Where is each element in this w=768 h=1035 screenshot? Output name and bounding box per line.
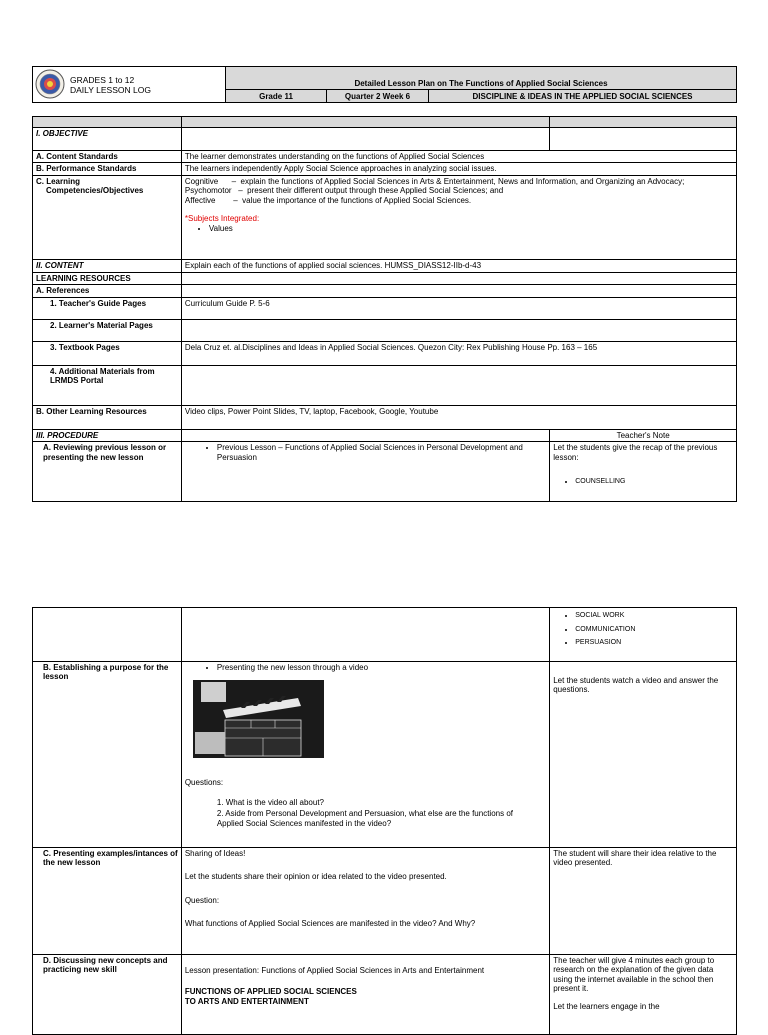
new-lesson-bullet: • Presenting the new lesson through a video — [217, 663, 546, 672]
discussing-concepts-label: D. Discussing new concepts and practicing new skill — [33, 955, 182, 1035]
performance-standards-label: B. Performance Standards — [33, 163, 182, 175]
psychomotor-objective: Psychomotor – present their different output through these Applied Social Sciences; and — [184, 186, 504, 196]
presenting-examples-content — [181, 848, 549, 955]
counselling-item: • COUNSELLING — [575, 478, 733, 486]
establishing-purpose-label: B. Establishing a purpose for the lesson — [33, 662, 182, 848]
learners-material-label: 2. Learner's Material Pages — [33, 319, 182, 341]
competencies-label-line1: C. Learning — [36, 176, 81, 186]
reviewing-note-text: Let the students give the recap of the previous lesson: — [553, 443, 718, 462]
reviewing-previous-lesson-label: A. Reviewing previous lesson or presenting the new lesson — [33, 442, 182, 502]
grades-label: GRADES 1 to 12 — [70, 74, 135, 85]
presenting-examples-note: The student will share their idea relative to the video presented. — [550, 848, 737, 955]
lesson-table-2 — [32, 607, 737, 1035]
research-note: The teacher will give 4 minutes each group to research on the explanation of the given data using the internet available in the school then present it. — [553, 956, 715, 994]
learning-resources-heading: LEARNING RESOURCES — [33, 272, 182, 284]
other-learning-resources-label: B. Other Learning Resources — [33, 405, 182, 429]
values-item: • Values — [209, 224, 730, 233]
competencies-label-line2: Competencies/Objectives — [46, 186, 144, 196]
textbook-pages-label: 3. Textbook Pages — [33, 341, 182, 365]
learning-competencies-text — [181, 175, 736, 259]
teachers-note-heading: Teacher's Note — [550, 429, 737, 441]
question-label: Question: — [184, 895, 220, 905]
header — [32, 66, 737, 103]
share-opinion-text: Let the students share their opinion or idea related to the video presented. — [184, 872, 447, 882]
learning-competencies-label — [33, 175, 182, 259]
content-text: Explain each of the functions of applied social sciences. HUMSS_DIASS12-IIb-d-43 — [181, 259, 736, 272]
persuasion-item: • PERSUASION — [575, 636, 733, 650]
social-work-item: • SOCIAL WORK — [575, 609, 733, 623]
discussing-concepts-content — [181, 955, 549, 1035]
continued-note-list — [550, 608, 737, 662]
discussing-concepts-note — [550, 955, 737, 1035]
lesson-plan-title: Detailed Lesson Plan on The Functions of Applied Social Sciences — [226, 67, 737, 90]
teachers-guide-text: Curriculum Guide P. 5-6 — [181, 297, 736, 319]
other-learning-resources-text: Video clips, Power Point Slides, TV, laptop, Facebook, Google, Youtube — [181, 405, 736, 429]
school-header — [33, 67, 226, 103]
references-label: A. References — [33, 285, 182, 297]
engage-note: Let the learners engage in the — [553, 1001, 660, 1011]
subjects-integrated-label: *Subjects Integrated: — [184, 214, 260, 224]
clapperboard-image — [193, 680, 324, 758]
daily-lesson-log-label: DAILY LESSON LOG — [70, 84, 151, 95]
deped-seal-icon — [35, 69, 65, 99]
additional-materials-label: 4. Additional Materials from LRMDS Portal — [33, 365, 182, 405]
questions-label: Questions: — [184, 778, 224, 788]
textbook-pages-text: Dela Cruz et. al.Disciplines and Ideas in Applied Social Sciences. Quezon City: Rex Publishing House Pp. 163 – 165 — [181, 341, 736, 365]
reviewing-previous-lesson-text — [181, 442, 549, 502]
question-text: What functions of Applied Social Sciences are manifested in the video? And Why? — [184, 919, 476, 929]
reviewing-note — [550, 442, 737, 502]
question-2: 2. Aside from Personal Development and Persuasion, what else are the functions of Applied Social Sciences manifested in the video? — [216, 809, 513, 828]
procedure-heading: III. PROCEDURE — [33, 429, 182, 441]
question-1: 1. What is the video all about? — [216, 797, 325, 807]
cognitive-objective: Cognitive – explain the functions of Applied Social Sciences in Arts & Entertainment, News and Information, and Organizing an Advocacy; — [184, 176, 685, 186]
establishing-purpose-note: Let the students watch a video and answer the questions. — [550, 662, 737, 848]
teachers-guide-label: 1. Teacher's Guide Pages — [33, 297, 182, 319]
presenting-examples-label: C. Presenting examples/intances of the new lesson — [33, 848, 182, 955]
communication-item: • COMMUNICATION — [575, 623, 733, 637]
quarter-cell: Quarter 2 Week 6 — [327, 90, 429, 103]
content-standards-text: The learner demonstrates understanding on the functions of Applied Social Sciences — [181, 151, 736, 163]
objective-heading: I. OBJECTIVE — [33, 128, 182, 151]
establishing-purpose-content — [181, 662, 549, 848]
grade-cell: Grade 11 — [226, 90, 327, 103]
performance-standards-text: The learners independently Apply Social Science approaches in analyzing social issues. — [181, 163, 736, 175]
content-standards-label: A. Content Standards — [33, 151, 182, 163]
subject-cell: DISCIPLINE & IDEAS IN THE APPLIED SOCIAL SCIENCES — [429, 90, 737, 103]
affective-objective: Affective – value the importance of the functions of Applied Social Sciences. — [184, 195, 472, 205]
lesson-presentation-text: Lesson presentation: Functions of Applied Social Sciences in Arts and Entertainment — [184, 966, 485, 975]
sharing-ideas-text: Sharing of Ideas! — [184, 849, 246, 858]
functions-heading-line2: TO ARTS AND ENTERTAINMENT — [184, 996, 309, 1006]
content-heading: II. CONTENT — [33, 259, 182, 272]
functions-heading-line1: FUNCTIONS OF APPLIED SOCIAL SCIENCES — [184, 987, 357, 997]
lesson-table-1 — [32, 116, 737, 502]
previous-lesson-bullet: • Previous Lesson – Functions of Applied Social Sciences in Personal Development and Persuasion — [217, 443, 546, 462]
